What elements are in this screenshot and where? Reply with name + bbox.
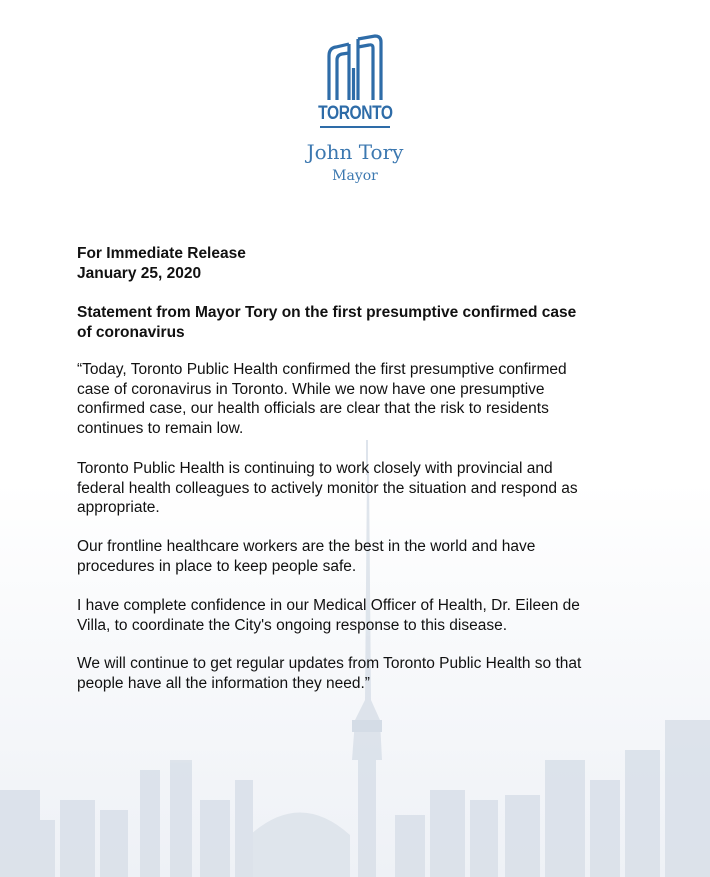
logo-underline: [320, 126, 390, 128]
release-header: [77, 244, 657, 283]
paragraph-1: [77, 360, 657, 438]
body-line: I have complete confidence in our Medical Officer of Health, Dr. Eileen de: [77, 597, 580, 614]
body-line: people have all the information they need.”: [77, 674, 370, 692]
toronto-city-hall-logo-icon: [322, 34, 388, 102]
logo-wordmark: TORONTO: [317, 103, 393, 124]
body-line: Toronto Public Health is continuing to work closely with provincial and: [77, 460, 553, 477]
body-line: confirmed case, our health officials are clear that the risk to residents: [77, 400, 549, 417]
headline-line: of coronavirus: [77, 323, 185, 341]
body-line: “Today, Toronto Public Health confirmed the first presumptive confirmed: [77, 361, 567, 378]
body-line: case of coronavirus in Toronto. While we now have one presumptive: [77, 380, 545, 398]
mayor-name: John Tory: [306, 140, 404, 164]
headline-line: Statement from Mayor Tory on the first presumptive confirmed case: [77, 304, 577, 321]
release-date: January 25, 2020: [77, 264, 202, 282]
paragraph-3: [77, 537, 657, 576]
body-line: We will continue to get regular updates from Toronto Public Health so that: [77, 655, 582, 672]
mayor-title: Mayor: [332, 168, 378, 184]
paragraph-2: [77, 459, 657, 518]
body-line: procedures in place to keep people safe.: [77, 557, 357, 575]
body-line: federal health colleagues to actively monitor the situation and respond as: [77, 479, 578, 497]
paragraph-4: [77, 596, 657, 635]
body-line: appropriate.: [77, 499, 160, 516]
body-line: continues to remain low.: [77, 419, 244, 437]
letterhead: [0, 34, 710, 184]
body-line: Villa, to coordinate the City's ongoing response to this disease.: [77, 616, 508, 634]
release-label: For Immediate Release: [77, 245, 246, 262]
body-line: Our frontline healthcare workers are the best in the world and have: [77, 538, 536, 555]
paragraph-5: [77, 654, 657, 693]
headline: [77, 303, 657, 342]
